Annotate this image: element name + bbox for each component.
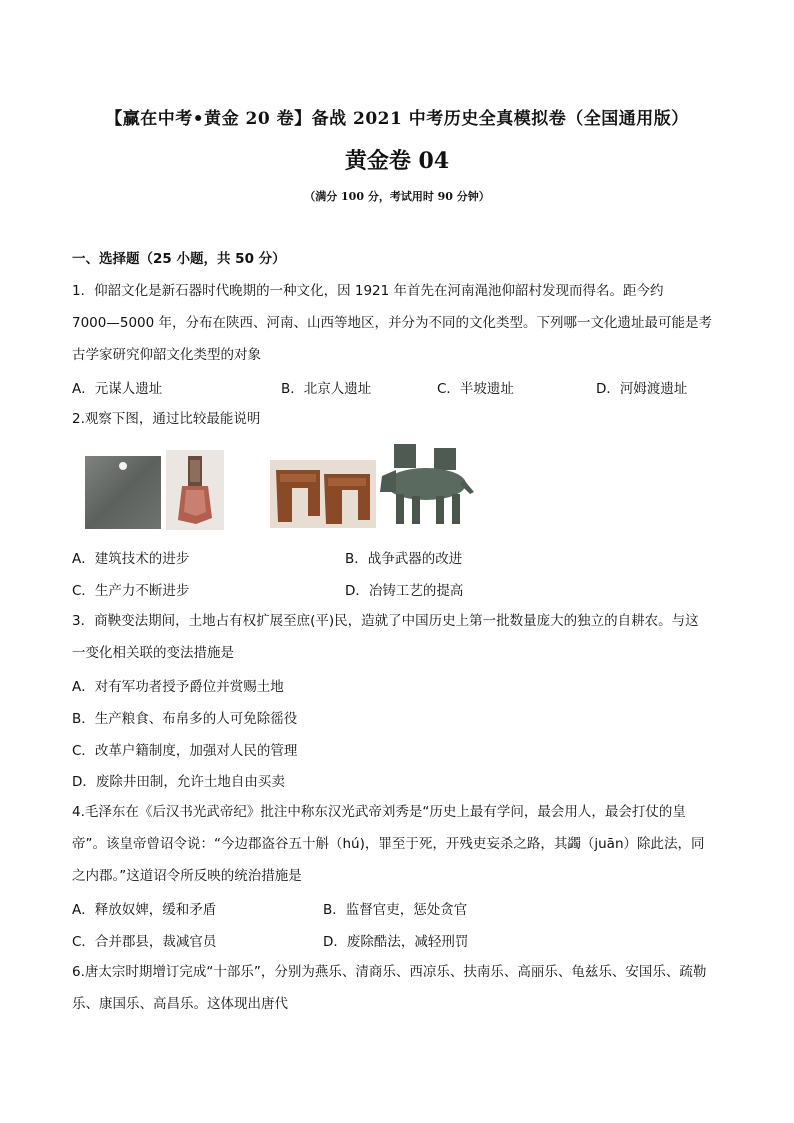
section-heading: 一、选择题（25 小题，共 50 分） — [72, 251, 286, 267]
q1-option-b: B．北京人遗址 — [281, 381, 372, 397]
q2-line: 2.观察下图，通过比较最能说明 — [72, 411, 261, 427]
q4-option-d: D．废除酷法，减轻刑罚 — [323, 934, 469, 950]
q4-option-b: B．监督官吏，惩处贪官 — [323, 902, 468, 918]
q2-option-a: A．建筑技术的进步 — [72, 551, 190, 567]
q3-option-a: A．对有军功者授予爵位并赏赐土地 — [72, 679, 284, 695]
bronze-shovel-image — [270, 460, 376, 528]
bronze-spade-image — [166, 450, 224, 530]
exam-series-title: 【赢在中考•黄金 20 卷】备战 2021 中考历史全真模拟卷（全国通用版） — [105, 109, 689, 129]
exam-score-note: （满分 100 分，考试用时 90 分钟） — [304, 190, 490, 203]
q4-line: 帝”。该皇帝曾诏令说：“今边郡盗谷五十斛（hú)，罪至于死，开残吏妄杀之路，其蠲（juān）除此法，同 — [72, 836, 705, 852]
q3-line: 3．商鞅变法期间，土地占有权扩展至庶(平)民，造就了中国历史上第一批数量庞大的独立的自耕农。与这 — [72, 613, 699, 629]
q3-option-c: C．改革户籍制度，加强对人民的管理 — [72, 743, 298, 759]
q2-option-b: B．战争武器的改进 — [345, 551, 463, 567]
q1-line: 古学家研究仰韶文化类型的对象 — [72, 347, 261, 363]
q2-images — [82, 440, 502, 530]
q4-line: 之内郡。”这道诏令所反映的统治措施是 — [72, 868, 302, 884]
q6-line: 乐、康国乐、高昌乐。这体现出唐代 — [72, 996, 288, 1012]
q1-option-d: D．河姆渡遗址 — [596, 381, 688, 397]
stone-tool-hole — [119, 462, 127, 470]
q2-option-c: C．生产力不断进步 — [72, 583, 190, 599]
q3-line: 一变化相关联的变法措施是 — [72, 645, 234, 661]
q1-line: 7000—5000 年，分布在陕西、河南、山西等地区，并分为不同的文化类型。下列哪一文化遗址最可能是考 — [72, 315, 713, 331]
q1-option-a: A．元谋人遗址 — [72, 381, 163, 397]
exam-paper-title: 黄金卷 04 — [344, 148, 450, 174]
bronze-ox-vessel-image — [374, 440, 480, 532]
q6-line: 6.唐太宗时期增订完成“十部乐”，分别为燕乐、清商乐、西凉乐、扶南乐、高丽乐、龟兹乐、安国乐、疏勒 — [72, 964, 707, 980]
q4-line: 4.毛泽东在《后汉书光武帝纪》批注中称东汉光武帝刘秀是“历史上最有学问，最会用人，最会打仗的皇 — [72, 804, 686, 820]
q4-option-c: C．合并郡县，裁减官员 — [72, 934, 217, 950]
q1-line: 1．仰韶文化是新石器时代晚期的一种文化，因 1921 年首先在河南渑池仰韶村发现而得名。距今约 — [72, 283, 664, 299]
q1-option-c: C．半坡遗址 — [437, 381, 514, 397]
q4-option-a: A．释放奴婢，缓和矛盾 — [72, 902, 217, 918]
q2-option-d: D．冶铸工艺的提高 — [345, 583, 464, 599]
stone-tool-image — [85, 456, 161, 529]
q3-option-d: D．废除井田制，允许土地自由买卖 — [72, 774, 285, 790]
q3-option-b: B．生产粮食、布帛多的人可免除徭役 — [72, 711, 298, 727]
